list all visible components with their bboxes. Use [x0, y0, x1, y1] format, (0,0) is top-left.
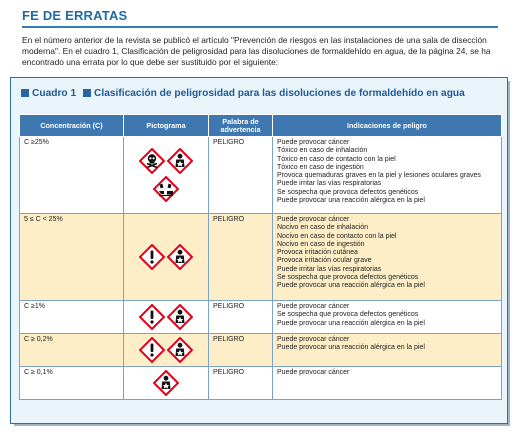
- hazard-statement: Tóxico en caso de inhalación: [277, 147, 368, 155]
- hazard-statement: Puede provocar una reacción alérgica en la piel: [277, 282, 425, 290]
- hazard-statement: Puede provocar una reacción alérgica en la piel: [277, 344, 425, 352]
- cuadro-title: Clasificación de peligrosidad para las disoluciones de formaldehído en agua: [94, 88, 465, 99]
- table-body: [20, 137, 502, 400]
- concentration-cell: C ≥1%: [20, 301, 124, 334]
- square-bullet-icon: [83, 89, 91, 97]
- hazard-statements-cell: [273, 214, 502, 301]
- hazard-statement: Nocivo en caso de ingestión: [277, 240, 365, 248]
- health-hazard-icon: [167, 304, 193, 330]
- pictogram-cell: [124, 334, 209, 367]
- table-row: [20, 214, 502, 301]
- hazard-statement: Nocivo en caso de contacto con la piel: [277, 232, 397, 240]
- header-concentration: Concentración (C): [20, 115, 124, 137]
- hazard-statement: Se sospecha que provoca defectos genéticos: [277, 311, 419, 319]
- hazard-statement: Se sospecha que provoca defectos genéticos: [277, 188, 419, 196]
- cuadro-label: Cuadro 1: [32, 88, 77, 99]
- hazard-statement: Puede provocar una reacción alérgica en la piel: [277, 197, 425, 205]
- health-hazard-icon: [167, 337, 193, 363]
- skull-crossbones-icon: [139, 148, 165, 174]
- hazard-statement: Puede irritar las vías respiratorias: [277, 265, 382, 273]
- concentration-cell: 5 ≤ C < 25%: [20, 214, 124, 301]
- hazard-table: [19, 114, 502, 400]
- table-row: [20, 367, 502, 400]
- hazard-statement: Nocivo en caso de inhalación: [277, 224, 369, 232]
- hazard-statements-cell: [273, 137, 502, 214]
- health-hazard-icon: [153, 370, 179, 396]
- exclamation-icon: [139, 304, 165, 330]
- hazard-statement: Puede provocar una reacción alérgica en la piel: [277, 319, 425, 327]
- hazard-statement: Puede provocar cáncer: [277, 139, 350, 146]
- pictogram-cell: [124, 214, 209, 301]
- pictogram-cell: [124, 137, 209, 214]
- hazard-statement: Puede irritar las vías respiratorias: [277, 180, 382, 188]
- signal-word-cell: PELIGRO: [209, 214, 273, 301]
- hazard-statement: Puede provocar cáncer: [277, 303, 350, 310]
- hazard-statement: Provoca irritación cutánea: [277, 249, 358, 257]
- hazard-statements-cell: [273, 367, 502, 400]
- square-bullet-icon: [21, 89, 29, 97]
- hazard-statement: Provoca quemaduras graves en la piel y lesiones oculares graves: [277, 172, 481, 180]
- concentration-cell: C ≥ 0,1%: [20, 367, 124, 400]
- hazard-statement: Tóxico en caso de ingestión: [277, 163, 364, 171]
- health-hazard-icon: [167, 148, 193, 174]
- exclamation-icon: [139, 244, 165, 270]
- table-row: [20, 301, 502, 334]
- table-row: [20, 334, 502, 367]
- signal-word-cell: PELIGRO: [209, 137, 273, 214]
- hazard-statement: Tóxico en caso de contacto con la piel: [277, 155, 396, 163]
- hazard-statement: Puede provocar cáncer: [277, 336, 350, 343]
- header-pictogram: Pictograma: [124, 115, 209, 137]
- intro-paragraph: En el número anterior de la revista se publicó el artículo "Prevención de riesgos en las instalaciones de una sala de disección moderna". En el cuadro 1, Clasificación de peligrosidad para las disoluciones de formaldehído en agua, de la página 24, se ha encontrado una errata por lo que debe ser sustituido por el siguiente:: [22, 35, 491, 67]
- exclamation-icon: [139, 337, 165, 363]
- header-hazard-statements: Indicaciones de peligro: [273, 115, 502, 137]
- corrosion-icon: [153, 176, 179, 202]
- hazard-statements-cell: [273, 334, 502, 367]
- hazard-statement: Provoca irritación ocular grave: [277, 257, 372, 265]
- pictogram-cell: [124, 367, 209, 400]
- signal-word-cell: PELIGRO: [209, 334, 273, 367]
- hazard-statement: Se sospecha que provoca defectos genéticos: [277, 274, 419, 282]
- concentration-cell: C ≥ 0,2%: [20, 334, 124, 367]
- page-title: FE DE ERRATAS: [22, 8, 128, 23]
- cuadro-box: [10, 77, 508, 424]
- health-hazard-icon: [167, 244, 193, 270]
- signal-word-cell: PELIGRO: [209, 301, 273, 334]
- table-row: [20, 137, 502, 214]
- hazard-statement: Puede provocar cáncer: [277, 369, 350, 376]
- cuadro-heading: [21, 88, 501, 99]
- title-divider: [22, 26, 498, 28]
- hazard-statement: Puede provocar cáncer: [277, 216, 350, 223]
- pictogram-cell: [124, 301, 209, 334]
- table-header-row: [20, 115, 502, 137]
- header-signal-word: Palabra de advertencia: [209, 115, 273, 137]
- concentration-cell: C ≥25%: [20, 137, 124, 214]
- hazard-statements-cell: [273, 301, 502, 334]
- signal-word-cell: PELIGRO: [209, 367, 273, 400]
